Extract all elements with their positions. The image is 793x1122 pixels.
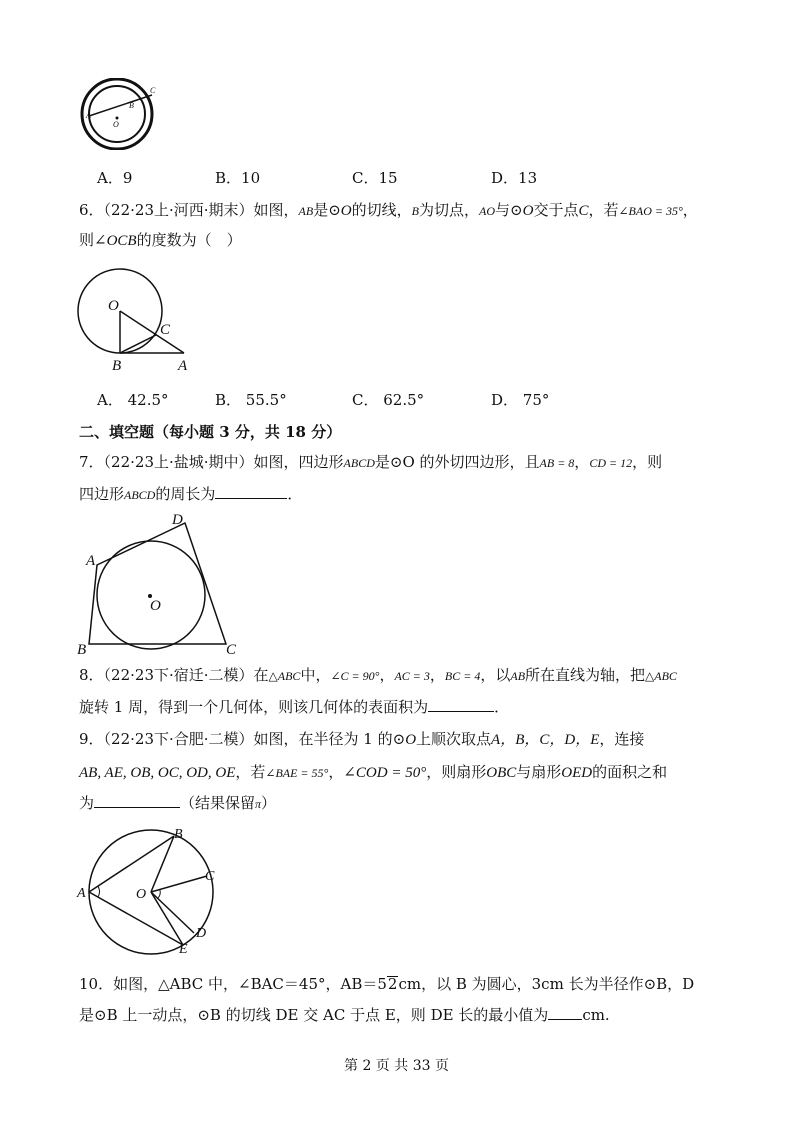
segment-ab bbox=[89, 836, 174, 892]
label-o: O bbox=[113, 120, 119, 129]
q9-text: 的面积之和 bbox=[592, 763, 668, 781]
q6-option-a: A． 42.5° bbox=[97, 391, 169, 409]
q7-line2 bbox=[79, 484, 302, 505]
q7-ab: AB = 8 bbox=[539, 456, 575, 470]
label-c: C bbox=[160, 322, 171, 338]
q8-text: 中， bbox=[300, 666, 331, 684]
q5-option-c: C．15 bbox=[352, 169, 398, 187]
q7-text: 如图，四边形 bbox=[253, 453, 344, 471]
q6-text: 交于点 bbox=[533, 201, 579, 219]
q6-text: 的切线， bbox=[351, 201, 412, 219]
q8-text: ，以 bbox=[480, 666, 511, 684]
q6-ao: AO bbox=[479, 204, 496, 218]
angle-mark-o bbox=[158, 890, 160, 898]
q9-line3-a: 为 bbox=[79, 794, 95, 812]
q6-angle: ∠BAO = 35° bbox=[618, 204, 683, 218]
q8-number: 8． bbox=[79, 666, 104, 684]
q7-text: ，则 bbox=[632, 453, 663, 471]
label-b: B bbox=[77, 642, 87, 656]
label-b: B bbox=[129, 101, 134, 110]
q7-line1 bbox=[79, 452, 662, 473]
q7-abcd: ABCD bbox=[343, 456, 375, 470]
label-o: O bbox=[136, 887, 147, 902]
q8-line2-a: 旋转 1 周，得到一个几何体，则该几何体的表面积为 bbox=[79, 698, 429, 716]
q10-line2-b: cm. bbox=[582, 1006, 610, 1024]
q6-line2-a: 则 bbox=[79, 231, 95, 249]
q5-option-a: A．9 bbox=[97, 169, 133, 187]
angle-mark-a bbox=[98, 886, 100, 897]
q8-answer-blank[interactable] bbox=[428, 697, 494, 712]
q8-tri: △ABC bbox=[268, 669, 301, 683]
q8-tri2: △ABC bbox=[645, 669, 677, 683]
outer-circle bbox=[82, 79, 152, 149]
label-o: O bbox=[150, 598, 161, 614]
segment-bc bbox=[120, 335, 156, 353]
q7-answer-blank[interactable] bbox=[215, 484, 287, 499]
q9-obc: OBC bbox=[486, 765, 517, 781]
q7-text: 是⊙O 的外切四边形，且 bbox=[374, 453, 540, 471]
q7-line2-a: 四边形 bbox=[79, 485, 125, 503]
q6-line1 bbox=[79, 200, 698, 221]
figure-q6-tangent bbox=[74, 262, 202, 374]
q9-pi: π bbox=[255, 797, 262, 811]
q6-ocb: ∠OCB bbox=[94, 233, 137, 249]
q9-points: A，B，C，D，E bbox=[491, 732, 600, 748]
q9-answer-blank[interactable] bbox=[94, 793, 180, 808]
q6-o2: O bbox=[522, 203, 534, 219]
q8-bc: BC = 4 bbox=[444, 669, 481, 683]
q6-source: （22·23上·河西·期末） bbox=[103, 201, 254, 219]
page-footer: 第 2 页 共 33 页 bbox=[344, 1058, 449, 1074]
q9-line3 bbox=[79, 793, 276, 814]
q8-text: ， bbox=[429, 666, 445, 684]
q10-text: 如图，△ABC 中，∠BAC＝45°，AB＝5 bbox=[113, 975, 387, 993]
q6-text: 是⊙ bbox=[313, 201, 341, 219]
label-e: E bbox=[179, 942, 188, 956]
q8-line1 bbox=[79, 665, 677, 686]
q7-line2-c: ． bbox=[287, 485, 303, 503]
q6-o: O bbox=[340, 203, 352, 219]
q8-line2 bbox=[79, 697, 509, 717]
label-c: C bbox=[226, 642, 237, 656]
label-b: B bbox=[112, 358, 122, 374]
q8-line2-b: ． bbox=[494, 698, 510, 716]
q6-text: 为切点， bbox=[419, 201, 480, 219]
q7-source: （22·23上·盐城·期中） bbox=[103, 453, 254, 471]
chord-ac bbox=[89, 95, 152, 116]
q8-ac: AC = 3 bbox=[394, 669, 430, 683]
q10-sqrt: 2 bbox=[387, 975, 398, 993]
q9-text: ， bbox=[328, 763, 344, 781]
q10-line2-a: 是⊙B 上一动点，⊙B 的切线 DE 交 AC 于点 E，则 DE 长的最小值为 bbox=[79, 1006, 549, 1024]
label-a: A bbox=[178, 358, 188, 374]
q9-text: ，连接 bbox=[599, 730, 645, 748]
q6-ab: AB bbox=[298, 204, 314, 218]
label-a: A bbox=[86, 111, 91, 120]
q6-line2-b: 的度数为（ ） bbox=[136, 231, 242, 249]
q9-text: 如图，在半径为 1 的⊙ bbox=[253, 730, 406, 748]
figure-q9-sectors bbox=[74, 826, 234, 956]
q5-option-d: D．13 bbox=[491, 169, 538, 187]
q9-text: 上顺次取点 bbox=[416, 730, 492, 748]
q5-option-b: B．10 bbox=[215, 169, 261, 187]
q7-number: 7． bbox=[79, 453, 104, 471]
section-2-title: 二、填空题（每小题 3 分，共 18 分） bbox=[79, 423, 342, 441]
q7-text: ， bbox=[574, 453, 590, 471]
q9-oed: OED bbox=[561, 765, 593, 781]
q9-line2 bbox=[79, 762, 667, 783]
q10-number: 10． bbox=[79, 975, 114, 993]
q9-line3-b: （结果保留 bbox=[180, 794, 256, 812]
q9-text: 与扇形 bbox=[516, 763, 562, 781]
q7-abcd2: ABCD bbox=[124, 488, 156, 502]
q10-answer-blank[interactable] bbox=[548, 1005, 582, 1020]
label-b: B bbox=[174, 827, 183, 842]
q9-source: （22·23下·合肥·二模） bbox=[103, 730, 254, 748]
q6-option-b: B． 55.5° bbox=[215, 391, 287, 409]
segment-oc bbox=[151, 876, 207, 892]
q7-line2-b: 的周长为 bbox=[155, 485, 216, 503]
q9-line3-c: ） bbox=[261, 794, 277, 812]
q8-text: ， bbox=[379, 666, 395, 684]
q6-text: 如图， bbox=[253, 201, 299, 219]
figure-q5-concentric-circles bbox=[74, 78, 164, 150]
q6-c: C bbox=[578, 203, 589, 219]
inner-circle bbox=[89, 86, 145, 142]
q9-number: 9． bbox=[79, 730, 104, 748]
label-d: D bbox=[196, 926, 207, 941]
q9-o: O bbox=[405, 732, 417, 748]
q9-line1 bbox=[79, 729, 644, 750]
q9-cod: ∠COD = 50° bbox=[343, 765, 427, 781]
q9-text: ，则扇形 bbox=[426, 763, 487, 781]
figure-q7-circumscribed-quadrilateral bbox=[74, 508, 244, 656]
segment-oa bbox=[120, 311, 184, 353]
q7-cd: CD = 12 bbox=[589, 456, 633, 470]
q6-option-c: C． 62.5° bbox=[352, 391, 425, 409]
label-d: D bbox=[172, 512, 183, 528]
q6-text: 与⊙ bbox=[495, 201, 523, 219]
q8-source: （22·23下·宿迁·二模） bbox=[103, 666, 254, 684]
label-o: O bbox=[108, 298, 119, 314]
q6-text: ， bbox=[682, 201, 698, 219]
q6-number: 6． bbox=[79, 201, 104, 219]
q9-segments: AB, AE, OB, OC, OD, OE bbox=[79, 765, 236, 781]
q8-text: 所在直线为轴，把 bbox=[525, 666, 646, 684]
q9-bae: ∠BAE = 55° bbox=[265, 766, 329, 780]
q8-c90: ∠C = 90° bbox=[330, 669, 380, 683]
label-a: A bbox=[77, 886, 86, 901]
q8-ab: AB bbox=[510, 669, 526, 683]
q10-line1 bbox=[79, 974, 694, 994]
q10-text: cm，以 B 为圆心，3cm 长为半径作⊙B，D bbox=[398, 975, 695, 993]
label-c: C bbox=[150, 86, 156, 95]
label-c: C bbox=[205, 869, 215, 884]
q10-line2 bbox=[79, 1005, 610, 1025]
q6-b: B bbox=[411, 204, 419, 218]
q6-option-d: D． 75° bbox=[491, 391, 550, 409]
q8-text: 在 bbox=[253, 666, 269, 684]
q6-text: ，若 bbox=[588, 201, 619, 219]
q6-line2 bbox=[79, 230, 242, 251]
label-a: A bbox=[86, 553, 96, 569]
q9-text: ，若 bbox=[235, 763, 266, 781]
